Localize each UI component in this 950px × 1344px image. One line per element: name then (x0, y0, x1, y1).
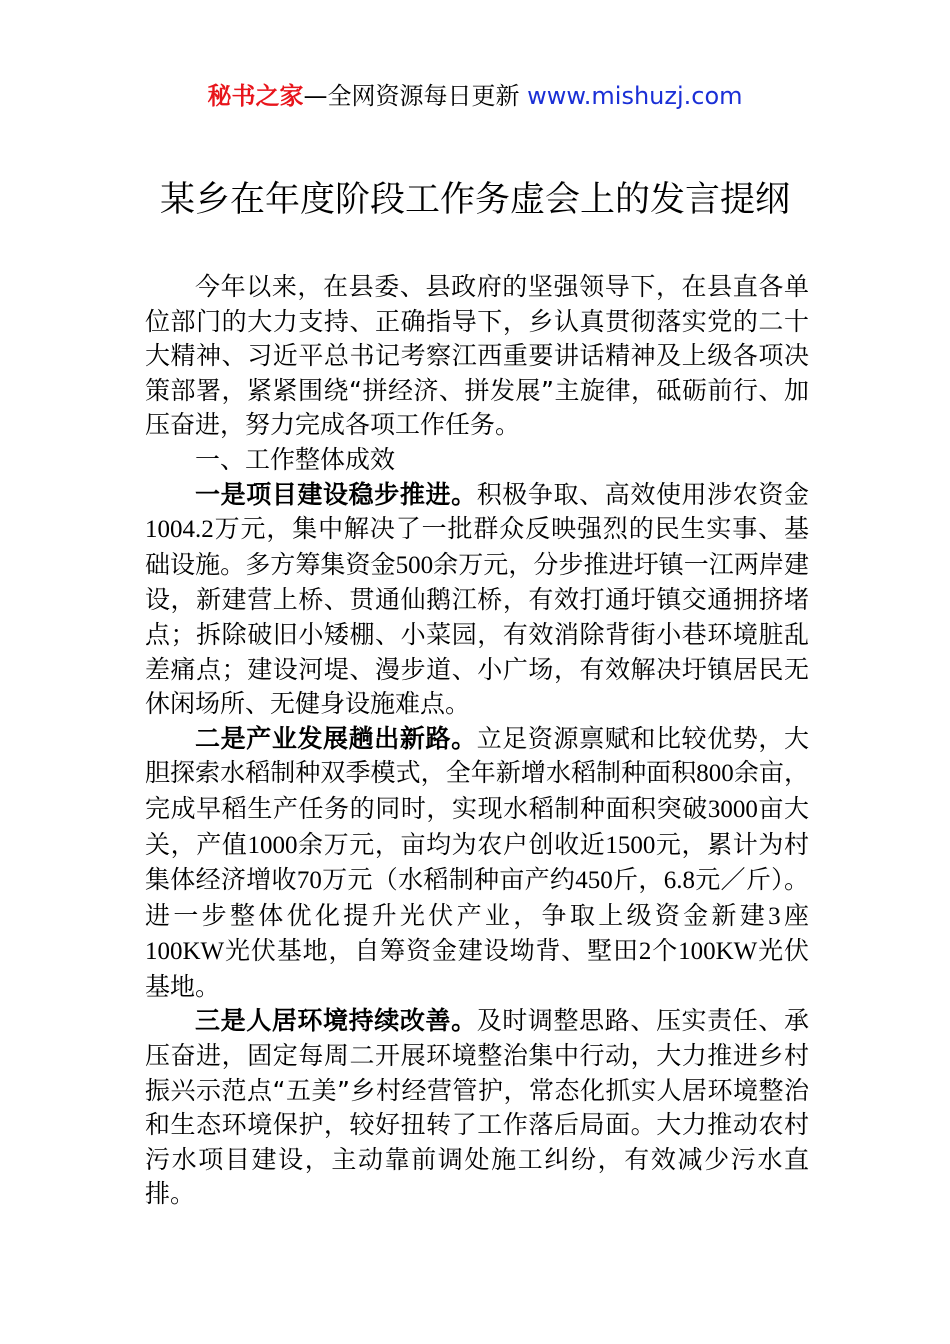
numeric-value: 3 (768, 902, 781, 930)
numeric-value: 3000 (707, 795, 758, 823)
site-tagline: —全网资源每日更新 (303, 82, 520, 110)
numeric-value: 800 (696, 760, 734, 788)
numeric-value: 500 (395, 551, 434, 579)
numeric-value: 6.8 (663, 867, 695, 895)
numeric-value: 100KW (145, 938, 225, 966)
numeric-value: 100KW (678, 938, 758, 966)
item-paragraph-environment (145, 1004, 809, 1212)
document-body (145, 270, 809, 1212)
numeric-value: 450 (575, 867, 613, 895)
item-body: 立足资源禀赋和比较优势，大胆探索水稻制种双季模式，全年新增水稻制种面积800余亩，完成早稻生产任务的同时，实现水稻制种面积突破3000亩大关，产值1000余万元，亩均为农户创收近1500元，累计为村集体经济增收70万元（水稻制种亩产约450斤，6.8元／斤）。进一步整体优化提升光伏产业，争取上级资金新建3座100KW光伏基地，自筹资金建设坳背、墅田2个100KW光伏基地。 (145, 723, 809, 1001)
numeric-value: 1004.2 (145, 516, 214, 544)
section-heading: 一、工作整体成效 (195, 444, 396, 474)
site-header (0, 80, 950, 112)
item-body: 积极争取、高效使用涉农资金1004.2万元，集中解决了一批群众反映强烈的民生实事、基础设施。多方筹集资金500余万元，分步推进圩镇一江两岸建设，新建营上桥、贯通仙鹅江桥，有效打通圩镇交通拥挤堵点；拆除破旧小矮棚、小菜园，有效消除背街小巷环境脏乱差痛点；建设河堤、漫步道、小广场，有效解决圩镇居民无休闲场所、无健身设施难点。 (145, 479, 809, 719)
item-paragraph-industry (145, 722, 809, 1005)
numeric-value: 70 (296, 867, 322, 895)
brand-name: 秘书之家 (207, 82, 304, 110)
intro-paragraph: 今年以来，在县委、县政府的坚强领导下，在县直各单位部门的大力支持、正确指导下，乡认真贯彻落实党的二十大精神、习近平总书记考察江西重要讲话精神及上级各项决策部署，紧紧围绕“拼经济、拼发展”主旋律，砥砺前行、加压奋进，努力完成各项工作任务。 (145, 272, 809, 440)
site-url-link[interactable]: www.mishuzj.com (527, 82, 743, 110)
numeric-value: 1000 (247, 831, 298, 859)
item-lead: 二是产业发展趟出新路。 (195, 723, 477, 753)
numeric-value: 2 (638, 938, 652, 966)
item-paragraph-project (145, 478, 809, 722)
item-lead: 一是项目建设稳步推进。 (195, 479, 477, 509)
item-body: 及时调整思路、压实责任、承压奋进，固定每周二开展环境整治集中行动，大力推进乡村振兴示范点“五美”乡村经营管护，常态化抓实人居环境整治和生态环境保护，较好扭转了工作落后局面。大力推动农村污水项目建设，主动靠前调处施工纠纷，有效减少污水直排。 (145, 1006, 809, 1209)
item-lead: 三是人居环境持续改善。 (195, 1006, 477, 1036)
numeric-value: 1500 (605, 831, 656, 859)
document-title: 某乡在年度阶段工作务虚会上的发言提纲 (159, 180, 790, 220)
